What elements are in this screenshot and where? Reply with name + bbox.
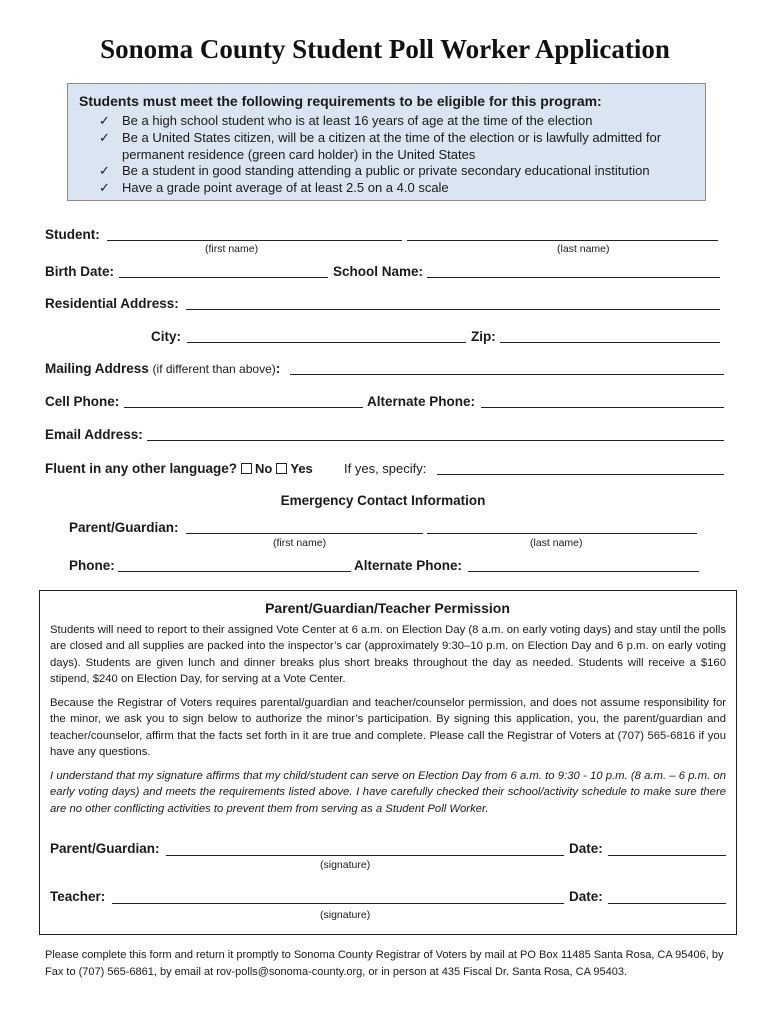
requirements-heading: Students must meet the following requirements to be eligible for this program: (79, 93, 602, 109)
permission-paragraph-3: I understand that my signature affirms that my child/student can serve on Election Day from 6 a.m. to 9:30 - 10 p.m. (8 a.m. – 6 p.m. on early voting days) and meets the requirements listed above. I have carefully checked their school/activity schedule to make sure there are no other conflicting activities to prevent them from serving as a Student Poll Worker. (50, 770, 726, 815)
residential-address-label: Residential Address: (45, 296, 179, 311)
requirement-item (97, 163, 697, 180)
alternate-phone-field[interactable] (481, 407, 724, 408)
last-name-hint: (last name) (557, 243, 610, 255)
checkmark-icon: ✓ (99, 129, 110, 145)
first-name-hint: (first name) (205, 243, 259, 255)
birth-date-field[interactable] (119, 277, 328, 278)
yes-checkbox[interactable] (276, 463, 287, 474)
requirement-text: Be a United States citizen, will be a citizen at the time of the election or is lawfully admitted for permanent residence (green card holder) in the United States (122, 129, 662, 162)
requirement-text: Be a high school student who is at least 16 years of age at the time of the election (122, 113, 593, 128)
teacher-signature-hint: (signature) (320, 909, 371, 921)
city-label: City: (151, 329, 181, 344)
emergency-last-name-field[interactable] (427, 533, 697, 534)
permission-heading: Parent/Guardian/Teacher Permission (265, 600, 510, 616)
emergency-phone-field[interactable] (118, 571, 351, 572)
emergency-first-name-field[interactable] (186, 533, 423, 534)
city-field[interactable] (187, 342, 466, 343)
emergency-phone-label: Phone: (69, 558, 115, 573)
requirement-text: Be a student in good standing attending a public or private secondary educational institution (122, 163, 650, 179)
teacher-date-field[interactable] (608, 903, 726, 904)
checkmark-icon: ✓ (99, 113, 110, 128)
emergency-alternate-phone-field[interactable] (468, 571, 699, 572)
yes-option-label: Yes (290, 461, 313, 476)
birth-date-label: Birth Date: (45, 264, 115, 279)
cell-phone-field[interactable] (124, 407, 363, 408)
email-label: Email Address: (45, 427, 143, 442)
requirements-list (97, 113, 697, 197)
page-title: Sonoma County Student Poll Worker Application (100, 34, 670, 64)
parent-signature-field[interactable] (166, 855, 564, 856)
requirement-item (97, 180, 697, 197)
requirement-item (97, 130, 697, 164)
permission-paragraph-1: Students will need to report to their assigned Vote Center at 6 a.m. on Election Day (8 a.m. on early voting days) and stay until the polls are closed and all supplies are packed into the inspector’s car (approximately 9:30–10 p.m. on Election Day and 6 p.m. on early voting days). Students are given lunch and dinner breaks plus short breaks throughout the day as needed. Students will receive a $160 stipend, $240 on Election Day, for serving at a Vote Center. (50, 624, 726, 686)
parent-signature-hint: (signature) (320, 859, 371, 871)
residential-address-field[interactable] (186, 309, 720, 310)
permission-paragraph-2: Because the Registrar of Voters requires parental/guardian and teacher/counselor permission, and does not assume responsibility for the minor, we ask you to sign below to authorize the minor’s participation. By signing this application, you, the parent/guardian and teacher/counselor, affirm that the facts set forth in it are true and complete. Please call the Registrar of Voters at (707) 565-6816 if you have any questions. (50, 697, 726, 759)
teacher-date-label: Date: (569, 889, 603, 904)
emergency-parent-label: Parent/Guardian: (69, 520, 179, 535)
emergency-alternate-phone-label: Alternate Phone: (354, 558, 463, 573)
requirement-item (97, 113, 697, 130)
mailing-address-note: (if different than above) (152, 362, 276, 376)
specify-language-field[interactable] (437, 474, 724, 475)
requirement-text: Have a grade point average of at least 2.5 on a 4.0 scale (122, 180, 449, 196)
parent-signature-label: Parent/Guardian: (50, 841, 160, 856)
checkmark-icon: ✓ (99, 180, 110, 196)
student-last-name-field[interactable] (407, 240, 718, 241)
zip-label: Zip: (471, 329, 496, 344)
parent-date-label: Date: (569, 841, 603, 856)
specify-label: If yes, specify: (344, 461, 427, 476)
mailing-address-field[interactable] (290, 374, 724, 375)
cell-phone-label: Cell Phone: (45, 394, 120, 409)
emergency-last-name-hint: (last name) (530, 537, 583, 549)
mailing-address-label: Mailing Address (if different than above): (45, 361, 281, 376)
student-label: Student: (45, 227, 100, 242)
emergency-first-name-hint: (first name) (273, 537, 327, 549)
language-question: Fluent in any other language? No Yes (45, 461, 313, 476)
parent-date-field[interactable] (608, 855, 726, 856)
footer-instructions: Please complete this form and return it promptly to Sonoma County Registrar of Voters by mail at PO Box 11485 Santa Rosa, CA 95406, by Fax to (707) 565-6861, by email at rov-polls@sonoma-county.org, or in person at 435 Fiscal Dr. Santa Rosa, CA 95403. (45, 949, 724, 978)
permission-box (39, 590, 737, 935)
student-first-name-field[interactable] (107, 240, 402, 241)
requirements-box (67, 83, 706, 201)
zip-field[interactable] (500, 342, 720, 343)
school-name-label: School Name: (333, 264, 424, 279)
no-checkbox[interactable] (241, 463, 252, 474)
email-field[interactable] (147, 440, 724, 441)
teacher-signature-label: Teacher: (50, 889, 106, 904)
emergency-contact-heading: Emergency Contact Information (280, 493, 486, 508)
alternate-phone-label: Alternate Phone: (367, 394, 476, 409)
teacher-signature-field[interactable] (112, 903, 564, 904)
school-name-field[interactable] (427, 277, 720, 278)
no-option-label: No (255, 461, 273, 476)
checkmark-icon: ✓ (99, 163, 110, 179)
